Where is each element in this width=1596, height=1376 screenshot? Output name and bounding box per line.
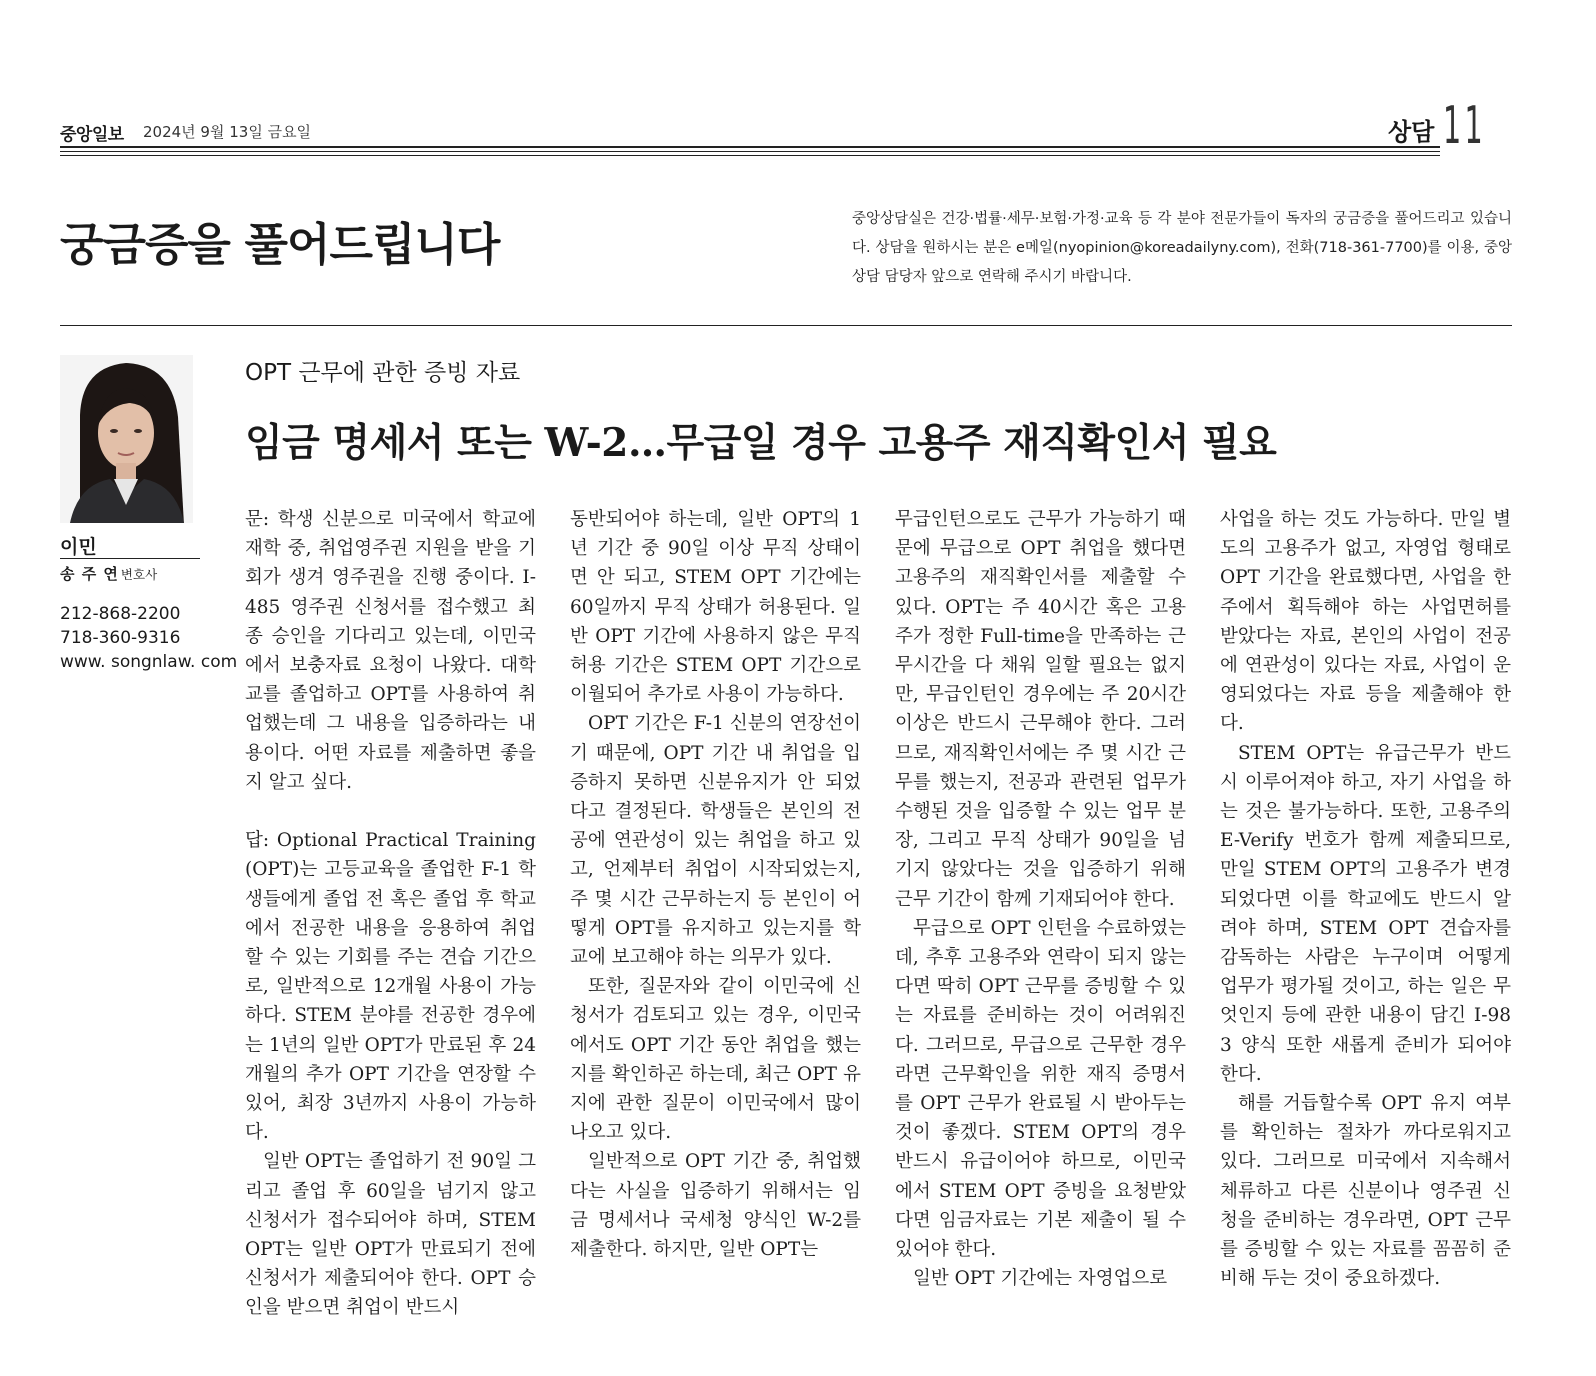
article-column-1	[245, 505, 536, 1323]
article-column-2	[570, 505, 861, 1264]
body-paragraph: 무급인턴으로도 근무가 가능하기 때문에 무급으로 OPT 취업을 했다면 고용주의 재직확인서를 제출할 수 있다. OPT는 주 40시간 혹은 고용주가 정한 Full-time을 만족하는 근무시간을 다 채워 일할 필요는 없지만, 무급인턴인 경우에는 주 20시간 이상은 반드시 근무해야 한다. 그러므로, 재직확인서에는 주 몇 시간 근무를 했는지, 전공과 관련된 업무가 수행된 것을 입증할 수 있는 업무 분장, 그리고 무직 상태가 90일을 넘기지 않았다는 것을 입증하기 위해 근무 기간이 함께 기재되어야 한다.	[895, 509, 1186, 910]
body-paragraph: STEM OPT는 유급근무가 반드시 이루어져야 하고, 자기 사업을 하는 것은 불가능하다. 또한, 고용주의 E-Verify 번호가 함께 제출되므로, 만일 STEM OPT의 고용주가 변경되었다면 이를 학교에도 반드시 알려야 하며, STEM OPT 견습자를 감독하는 사람은 누구이며 어떻게 업무가 평가될 것이고, 하는 일은 무엇인지 등에 관한 내용이 담긴 I-983 양식 또한 새롭게 준비가 되어야 한다.	[1220, 742, 1511, 1085]
masthead-rule-1	[60, 146, 1440, 148]
author-title: 변호사	[120, 567, 158, 582]
body-paragraph: 해를 거듭할수록 OPT 유지 여부를 확인하는 절차가 까다로워지고 있다. 그러므로 미국에서 지속해서 체류하고 다른 신분이나 영주권 신청을 준비하는 경우라면, OPT 근무를 증빙할 수 있는 자료를 꼼꼼히 준비해 두는 것이 중요하겠다.	[1220, 1093, 1511, 1290]
phone-2: 718-360-9316	[60, 628, 181, 648]
issue-date: 2024년 9월 13일 금요일	[143, 123, 312, 141]
body-paragraph: 무급으로 OPT 인턴을 수료하였는데, 추후 고용주와 연락이 되지 않는다면 딱히 OPT 근무를 증빙할 수 있는 자료를 준비하는 것이 어려워진다. 그러므로, 무급으로 근무한 경우라면 근무확인을 위한 재직 증명서를 OPT 근무가 완료될 시 받아두는 것이 좋겠다. STEM OPT의 경우 반드시 유급이어야 하므로, 이민국에서 STEM OPT 증빙을 요청받았다면 임금자료는 기본 제출이 될 수 있어야 한다.	[895, 917, 1186, 1261]
header-divider	[60, 325, 1512, 326]
body-paragraph: 동반되어야 하는데, 일반 OPT의 1년 기간 중 90일 이상 무직 상태이면 안 되고, STEM OPT 기간에는 60일까지 무직 상태가 허용된다. 일반 OPT 기간에 사용하지 않은 무직 허용 기간은 STEM OPT 기간으로 이월되어 추가로 사용이 가능하다.	[570, 509, 861, 706]
series-intro: 중앙상담실은 건강·법률·세무·보험·가정·교육 등 각 분야 전문가들이 독자의 궁금증을 풀어드리고 있습니다. 상담을 원하시는 분은 e메일(nyopinion@koreadailyny.com), 전화(718-361-7700)를 이용, 중앙상담 담당자 앞으로 연락해 주시기 바랍니다.	[852, 211, 1512, 285]
newspaper-name: 중앙일보	[60, 125, 124, 145]
masthead-rule-3	[60, 155, 1440, 156]
article-column-3	[895, 505, 1186, 1293]
page-number: 11	[1443, 96, 1486, 156]
question-paragraph: 문: 학생 신분으로 미국에서 학교에 재학 중, 취업영주권 지원을 받을 기회가 생겨 영주권을 진행 중이다. I-485 영주권 신청서를 접수했고 최종 승인을 기다리고 있는데, 이민국에서 보충자료 요청이 나왔다. 대학교를 졸업하고 OPT를 사용하여 취업했는데 그 내용을 입증하라는 내용이다. 어떤 자료를 제출하면 좋을지 알고 싶다.	[245, 509, 536, 793]
series-title: 궁금증을 풀어드립니다	[60, 218, 500, 271]
section-label: 상담	[1388, 118, 1435, 146]
byline-category: 이민	[60, 536, 97, 558]
body-paragraph: 일반적으로 OPT 기간 중, 취업했다는 사실을 입증하기 위해서는 임금 명세서나 국세청 양식인 W-2를 제출한다. 하지만, 일반 OPT는	[570, 1151, 861, 1261]
article-kicker: OPT 근무에 관한 증빙 자료	[245, 360, 521, 386]
body-paragraph: 일반 OPT 기간에는 자영업으로	[913, 1268, 1168, 1290]
author-name-text: 송 주 연	[60, 565, 119, 583]
phone-1: 212-868-2200	[60, 604, 181, 624]
body-paragraph: OPT 기간은 F-1 신분의 연장선이기 때문에, OPT 기간 내 취업을 입증하지 못하면 신분유지가 안 되었다고 결정된다. 학생들은 본인의 전공에 연관성이 있는 취업을 하고 있고, 언제부터 취업이 시작되었는지, 주 몇 시간 근무하는지 등 본인이 어떻게 OPT를 유지하고 있는지를 학교에 보고해야 하는 의무가 있다.	[570, 713, 861, 969]
masthead-rule-2	[60, 151, 1440, 152]
body-paragraph: 사업을 하는 것도 가능하다. 만일 별도의 고용주가 없고, 자영업 형태로 OPT 기간을 완료했다면, 사업을 한 주에서 획득해야 하는 사업면허를 받았다는 자료, 본인의 사업이 전공에 연관성이 있다는 자료, 사업이 운영되었다는 자료 등을 제출해야 한다.	[1220, 509, 1511, 735]
website-link[interactable]: www. songnlaw. com	[60, 652, 238, 672]
article-headline: 임금 명세서 또는 W-2…무급일 경우 고용주 재직확인서 필요	[245, 420, 1277, 466]
body-paragraph: 일반 OPT는 졸업하기 전 90일 그리고 졸업 후 60일을 넘기지 않고 신청서가 접수되어야 하며, STEM OPT는 일반 OPT가 만료되기 전에 신청서가 제출되어야 한다. OPT 승인을 받으면 취업이 반드시	[245, 1151, 536, 1319]
body-paragraph: 또한, 질문자와 같이 이민국에 신청서가 검토되고 있는 경우, 이민국에서도 OPT 기간 동안 취업을 했는지를 확인하곤 하는데, 최근 OPT 유지에 관한 질문이 이민국에서 많이 나오고 있다.	[570, 976, 861, 1144]
answer-paragraph: 답: Optional Practical Training (OPT)는 고등교육을 졸업한 F-1 학생들에게 졸업 전 혹은 졸업 후 학교에서 전공한 내용을 응용하여 취업할 수 있는 기회를 주는 견습 기간으로, 일반적으로 12개월 사용이 가능하다. STEM 분야를 전공한 경우에는 1년의 일반 OPT가 만료된 후 24개월의 추가 OPT 기간을 연장할 수 있어, 최장 3년까지 사용이 가능하다.	[245, 830, 536, 1144]
article-column-4	[1220, 505, 1511, 1293]
byline-rule	[60, 558, 200, 559]
author-contact	[60, 602, 237, 674]
author-name	[60, 563, 157, 584]
author-photo	[60, 355, 193, 523]
